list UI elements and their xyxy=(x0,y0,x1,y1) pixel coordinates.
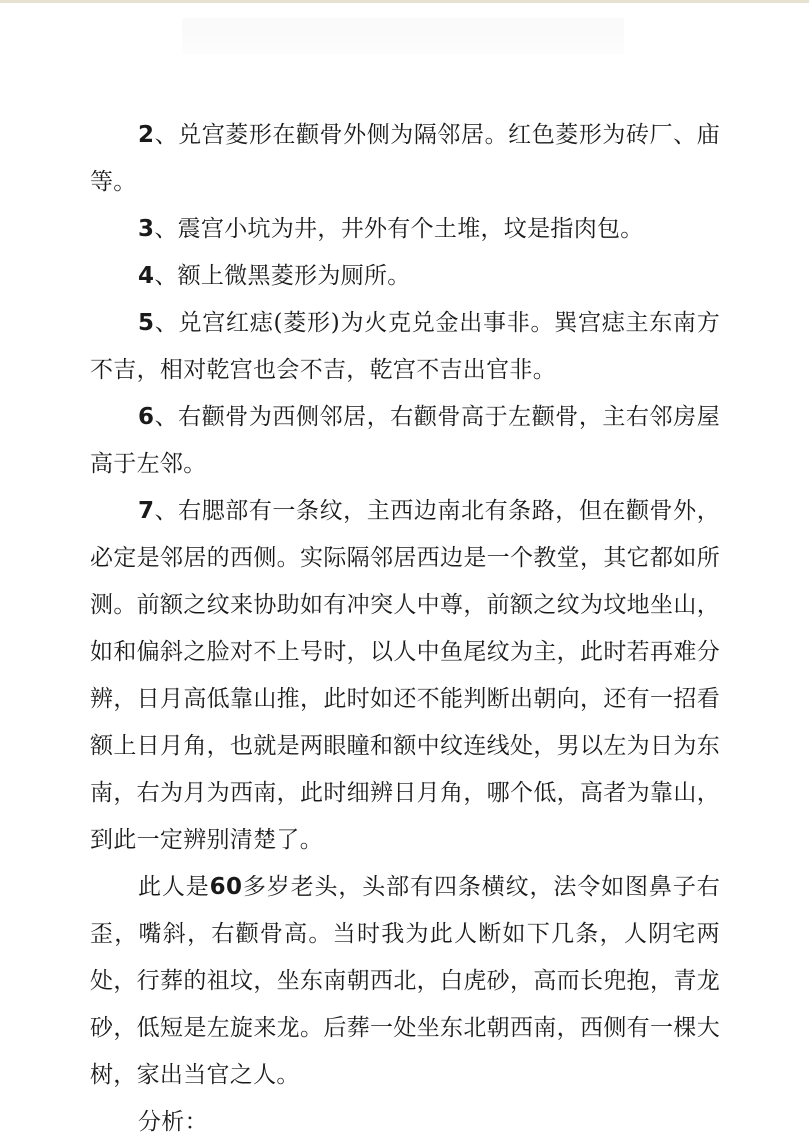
paragraph-7 xyxy=(90,488,720,864)
item-number: 6 xyxy=(138,404,155,430)
paragraph-3 xyxy=(90,206,720,253)
item-number: 7 xyxy=(138,498,155,524)
age-number: 60 xyxy=(209,874,243,900)
paragraph-case xyxy=(90,864,720,1099)
top-rule xyxy=(0,0,809,3)
item-number: 4 xyxy=(138,263,155,289)
paragraph-5 xyxy=(90,300,720,394)
paragraph-text: 、兑宫红痣(菱形)为火克兑金出事非。巽宫痣主东南方不吉，相对乾宫也会不吉，乾宫不吉出官非。 xyxy=(90,310,720,383)
paragraph-text: 、右颧骨为西侧邻居，右颧骨高于左颧骨，主右邻房屋高于左邻。 xyxy=(90,404,720,477)
item-number: 2 xyxy=(138,122,155,148)
document-body xyxy=(90,112,720,1146)
faint-header-band xyxy=(182,18,624,54)
paragraph-analysis xyxy=(90,1099,720,1146)
paragraph-text: 、额上微黑菱形为厕所。 xyxy=(154,263,411,289)
paragraph-4 xyxy=(90,253,720,300)
paragraph-text: 、右腮部有一条纹，主西边南北有条路，但在颧骨外，必定是邻居的西侧。实际隔邻居西边是一个教堂，其它都如所测。前额之纹来协助如有冲突人中尊，前额之纹为坟地坐山，如和偏斜之脸对不上号时，以人中鱼尾纹为主，此时若再难分辨，日月高低靠山推，此时如还不能判断出朝向，还有一招看额上日月角，也就是两眼瞳和额中纹连线处，男以左为日为东南，右为月为西南，此时细辨日月角，哪个低，高者为靠山，到此一定辨别清楚了。 xyxy=(90,498,720,853)
item-number: 3 xyxy=(138,216,155,242)
paragraph-text: 分析： xyxy=(138,1109,208,1135)
paragraph-text: 、震宫小坑为井，井外有个土堆，坟是指肉包。 xyxy=(154,216,644,242)
paragraph-text: 多岁老头，头部有四条横纹，法令如图鼻子右歪，嘴斜，右颧骨高。当时我为此人断如下几条，人阴宅两处，行葬的祖坟，坐东南朝西北，白虎砂，高而长兜抱，青龙砂，低短是左旋来龙。后葬一处坐东北朝西南，西侧有一棵大树，家出当官之人。 xyxy=(90,874,721,1088)
paragraph-6 xyxy=(90,394,720,488)
paragraph-prefix: 此人是 xyxy=(138,874,210,900)
paragraph-text: 、兑宫菱形在颧骨外侧为隔邻居。红色菱形为砖厂、庙等。 xyxy=(90,122,720,195)
paragraph-2 xyxy=(90,112,720,206)
item-number: 5 xyxy=(138,310,155,336)
